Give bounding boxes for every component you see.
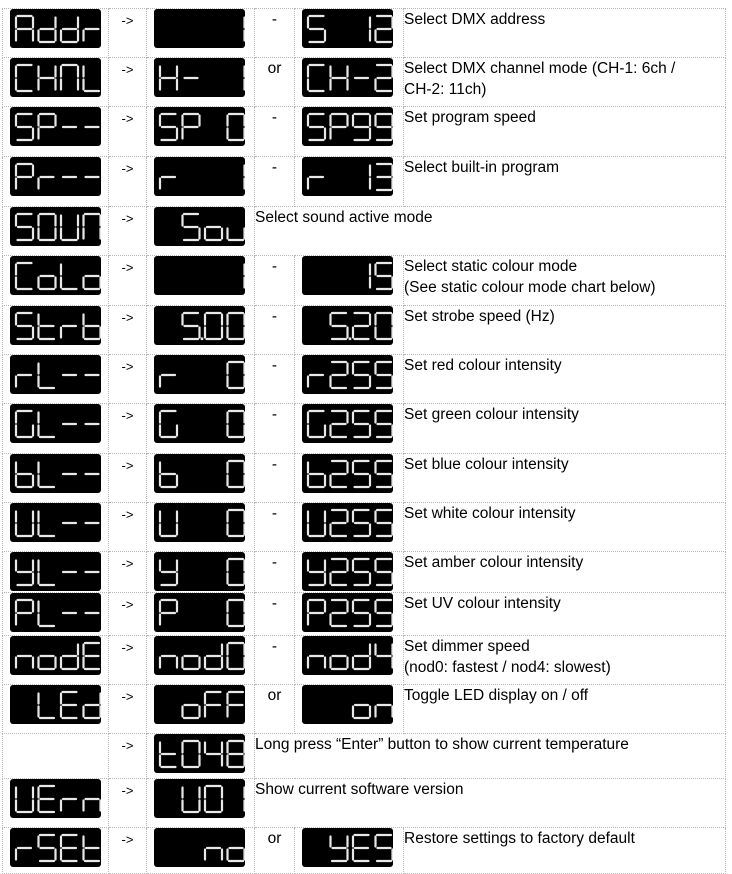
range-separator: -: [255, 593, 295, 636]
lcd-display-from: [154, 306, 245, 345]
range-separator: -: [255, 256, 295, 306]
arrow-indicator: ->: [109, 207, 147, 256]
menu-row: [3, 306, 726, 355]
description-line: Select static colour mode: [404, 258, 578, 275]
description-line: Set blue colour intensity: [404, 456, 569, 473]
lcd-display-to: [302, 503, 393, 542]
description-line: CH-2: 11ch): [404, 81, 487, 98]
menu-row: [3, 404, 726, 454]
lcd-display-from: [154, 685, 245, 724]
description-line: Set strobe speed (Hz): [404, 308, 555, 325]
range-separator: -: [255, 552, 295, 593]
menu-code-cell: [3, 636, 109, 685]
description-cell: [404, 552, 726, 593]
range-separator: -: [255, 503, 295, 552]
arrow-indicator: ->: [109, 157, 147, 207]
menu-code-cell: [3, 157, 109, 207]
menu-code-cell: [3, 207, 109, 256]
lcd-display-to: [302, 593, 393, 632]
lcd-display-to: [302, 355, 393, 394]
menu-row: [3, 828, 726, 874]
range-separator: -: [255, 636, 295, 685]
range-separator: or: [255, 58, 295, 107]
arrow-indicator: ->: [109, 454, 147, 503]
menu-row: [3, 636, 726, 685]
value-to-cell: [295, 593, 404, 636]
lcd-display-to: [302, 256, 393, 295]
value-to-cell: [295, 404, 404, 454]
menu-row: [3, 685, 726, 734]
lcd-display-menu: [10, 779, 101, 818]
lcd-display-from: [154, 355, 245, 394]
lcd-display-to: [302, 306, 393, 345]
description-cell: [404, 828, 726, 874]
description-line: Select sound active mode: [255, 209, 433, 226]
value-from-cell: [147, 685, 255, 734]
value-to-cell: [295, 306, 404, 355]
menu-code-cell: [3, 779, 109, 828]
lcd-display-menu: [10, 107, 101, 146]
arrow-indicator: ->: [109, 9, 147, 58]
menu-code-cell: [3, 593, 109, 636]
description-cell: [404, 404, 726, 454]
range-separator: or: [255, 685, 295, 734]
description-cell: [255, 734, 726, 779]
description-cell: [404, 9, 726, 58]
value-to-cell: [295, 157, 404, 207]
menu-row: [3, 734, 726, 779]
value-from-cell: [147, 828, 255, 874]
lcd-display-menu: [10, 256, 101, 295]
arrow-indicator: ->: [109, 256, 147, 306]
value-to-cell: [295, 454, 404, 503]
arrow-indicator: ->: [109, 306, 147, 355]
value-to-cell: [295, 685, 404, 734]
menu-row: [3, 256, 726, 306]
description-cell: [255, 207, 726, 256]
description-line: Select built-in program: [404, 159, 560, 176]
arrow-indicator: ->: [109, 828, 147, 874]
menu-code-cell: [3, 9, 109, 58]
lcd-display-from: [154, 58, 245, 97]
menu-row: [3, 503, 726, 552]
menu-row: [3, 454, 726, 503]
menu-row: [3, 593, 726, 636]
lcd-display-from: [154, 404, 245, 443]
lcd-display-menu: [10, 503, 101, 542]
value-from-cell: [147, 9, 255, 58]
arrow-indicator: ->: [109, 734, 147, 779]
menu-row: [3, 107, 726, 157]
range-separator: -: [255, 404, 295, 454]
lcd-display-to: [302, 454, 393, 493]
description-line: Set program speed: [404, 109, 536, 126]
range-separator: -: [255, 107, 295, 157]
lcd-display-menu: [10, 636, 101, 675]
description-line: Long press “Enter” button to show current temperature: [255, 736, 629, 753]
description-line: Set red colour intensity: [404, 357, 562, 374]
description-line: Set UV colour intensity: [404, 595, 561, 612]
menu-code-cell: [3, 503, 109, 552]
arrow-indicator: ->: [109, 552, 147, 593]
lcd-display-to: [302, 828, 393, 867]
value-to-cell: [295, 828, 404, 874]
description-line: (See static colour mode chart below): [404, 279, 656, 296]
menu-row: [3, 157, 726, 207]
description-cell: [404, 157, 726, 207]
menu-code-cell: [3, 256, 109, 306]
arrow-indicator: ->: [109, 503, 147, 552]
lcd-display-menu: [10, 552, 101, 591]
description-cell: [404, 355, 726, 404]
description-line: (nod0: fastest / nod4: slowest): [404, 659, 611, 676]
lcd-display-from: [154, 552, 245, 591]
value-to-cell: [295, 256, 404, 306]
description-line: Select DMX address: [404, 11, 546, 28]
value-from-cell: [147, 734, 255, 779]
value-from-cell: [147, 503, 255, 552]
lcd-display-menu: [10, 685, 101, 724]
value-from-cell: [147, 157, 255, 207]
arrow-indicator: ->: [109, 685, 147, 734]
menu-code-cell: [3, 107, 109, 157]
description-cell: [404, 454, 726, 503]
lcd-display-from: [154, 828, 245, 867]
arrow-indicator: ->: [109, 58, 147, 107]
description-line: Toggle LED display on / off: [404, 687, 589, 704]
description-line: Select DMX channel mode (CH-1: 6ch /: [404, 60, 676, 77]
description-cell: [255, 779, 726, 828]
value-to-cell: [295, 9, 404, 58]
menu-code-cell: [3, 306, 109, 355]
menu-row: [3, 58, 726, 107]
description-cell: [404, 503, 726, 552]
range-separator: -: [255, 454, 295, 503]
description-cell: [404, 636, 726, 685]
value-from-cell: [147, 306, 255, 355]
lcd-display-menu: [10, 593, 101, 632]
lcd-display-to: [302, 9, 393, 48]
menu-row: [3, 552, 726, 593]
menu-row: [3, 207, 726, 256]
lcd-display-from: [154, 157, 245, 196]
lcd-display-menu: [10, 355, 101, 394]
description-line: Set white colour intensity: [404, 505, 576, 522]
menu-code-cell: [3, 685, 109, 734]
lcd-display-to: [302, 107, 393, 146]
arrow-indicator: ->: [109, 593, 147, 636]
menu-code-cell: [3, 58, 109, 107]
description-cell: [404, 58, 726, 107]
lcd-display-to: [302, 58, 393, 97]
menu-row: [3, 355, 726, 404]
lcd-display-to: [302, 636, 393, 675]
value-from-cell: [147, 107, 255, 157]
value-from-cell: [147, 58, 255, 107]
value-from-cell: [147, 355, 255, 404]
menu-code-cell: [3, 454, 109, 503]
lcd-display-menu: [10, 58, 101, 97]
value-to-cell: [295, 58, 404, 107]
lcd-display-menu: [10, 207, 101, 246]
value-from-cell: [147, 779, 255, 828]
arrow-indicator: ->: [109, 404, 147, 454]
value-to-cell: [295, 107, 404, 157]
lcd-display-from: [154, 454, 245, 493]
menu-code-cell: [3, 552, 109, 593]
lcd-display-from: [154, 107, 245, 146]
lcd-display-menu: [10, 157, 101, 196]
lcd-display-to: [302, 552, 393, 591]
description-line: Set dimmer speed: [404, 638, 530, 655]
control-panel-menu-table: [2, 8, 726, 874]
range-separator: -: [255, 355, 295, 404]
description-cell: [404, 685, 726, 734]
lcd-display-from: [154, 207, 245, 246]
arrow-indicator: ->: [109, 779, 147, 828]
lcd-display-from: [154, 9, 245, 48]
lcd-display-to: [302, 157, 393, 196]
value-from-cell: [147, 207, 255, 256]
description-cell: [404, 593, 726, 636]
menu-code-cell: [3, 828, 109, 874]
value-from-cell: [147, 454, 255, 503]
lcd-display-to: [302, 685, 393, 724]
description-line: Set amber colour intensity: [404, 554, 584, 571]
lcd-display-menu: [10, 306, 101, 345]
range-separator: or: [255, 828, 295, 874]
menu-code-cell: [3, 355, 109, 404]
menu-code-cell: [3, 404, 109, 454]
lcd-display-from: [154, 256, 245, 295]
lcd-display-menu: [10, 404, 101, 443]
lcd-display-to: [302, 404, 393, 443]
lcd-display-from: [154, 779, 245, 818]
value-from-cell: [147, 256, 255, 306]
lcd-display-from: [154, 636, 245, 675]
range-separator: -: [255, 306, 295, 355]
description-cell: [404, 306, 726, 355]
menu-row: [3, 9, 726, 58]
lcd-display-from: [154, 734, 245, 773]
menu-code-cell: [3, 734, 109, 779]
description-cell: [404, 107, 726, 157]
arrow-indicator: ->: [109, 636, 147, 685]
value-from-cell: [147, 636, 255, 685]
value-from-cell: [147, 552, 255, 593]
value-to-cell: [295, 552, 404, 593]
description-cell: [404, 256, 726, 306]
value-from-cell: [147, 404, 255, 454]
value-to-cell: [295, 355, 404, 404]
value-to-cell: [295, 636, 404, 685]
description-line: Set green colour intensity: [404, 406, 579, 423]
description-line: Restore settings to factory default: [404, 830, 635, 847]
menu-row: [3, 779, 726, 828]
description-line: Show current software version: [255, 781, 464, 798]
range-separator: -: [255, 157, 295, 207]
arrow-indicator: ->: [109, 355, 147, 404]
value-from-cell: [147, 593, 255, 636]
lcd-display-menu: [10, 828, 101, 867]
lcd-display-menu: [10, 9, 101, 48]
range-separator: -: [255, 9, 295, 58]
lcd-display-from: [154, 503, 245, 542]
arrow-indicator: ->: [109, 107, 147, 157]
value-to-cell: [295, 503, 404, 552]
lcd-display-menu: [10, 454, 101, 493]
lcd-display-from: [154, 593, 245, 632]
